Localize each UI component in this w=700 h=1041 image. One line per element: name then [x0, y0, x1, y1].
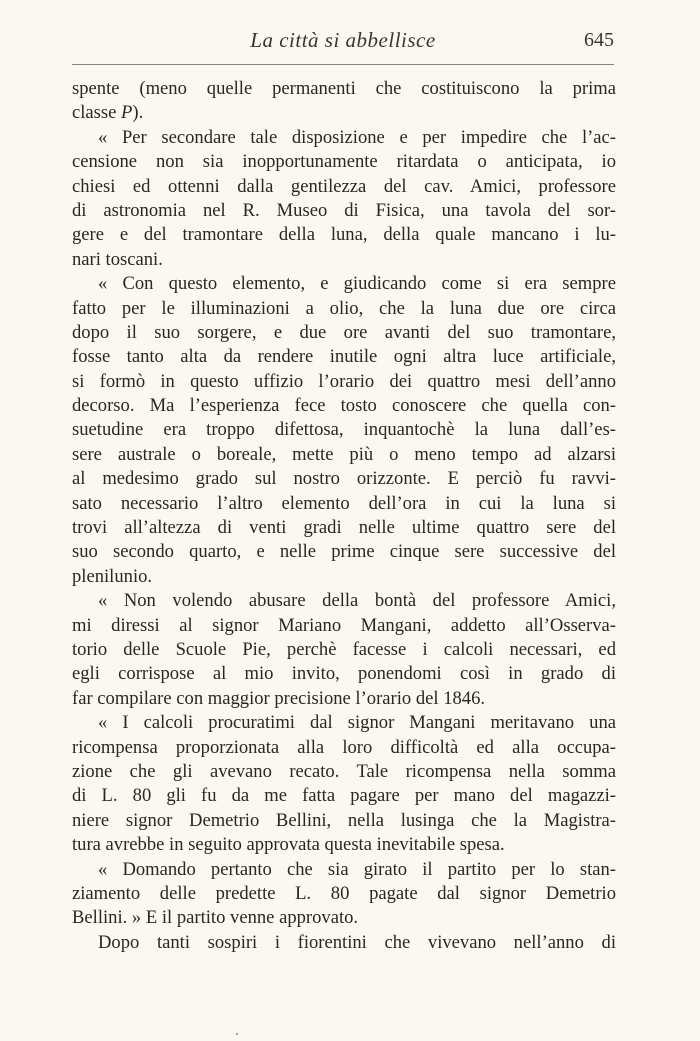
text-line: censione non sia inopportunamente ritardata o anticipata, io [72, 151, 616, 173]
text-line: suetudine era troppo difettosa, inquantochè la luna dall’es- [72, 419, 616, 441]
text-line: trovi all’altezza di venti gradi nelle ultime quattro sere del [72, 517, 616, 539]
text-line: « Con questo elemento, e giudicando come si era sempre [98, 273, 616, 295]
text-line: spente (meno quelle permanenti che costituiscono la prima [72, 78, 616, 99]
text-line: decorso. Ma l’esperienza fece tosto conoscere che quella con- [72, 395, 616, 417]
text-line: ziamento delle predette L. 80 pagate dal signor Demetrio [72, 882, 616, 904]
text-line: Bellini. » E il partito venne approvato. [72, 907, 359, 929]
text-line: « I calcoli procuratimi dal signor Mangani meritavano una [98, 712, 616, 734]
text-line: sere australe o boreale, mette più o meno tempo ad alzarsi [72, 443, 616, 465]
text-line: plenilunio. [72, 565, 153, 587]
text-line: gere e del tramontare della luna, della quale mancano i lu- [72, 224, 616, 246]
text-line: tura avrebbe in seguito approvata questa inevitabile spesa. [72, 834, 505, 856]
text-line: zione che gli avevano recato. Tale ricompensa nella somma [72, 760, 616, 782]
text-line: chiesi ed ottenni dalla gentilezza del cav. Amici, professore [72, 175, 616, 197]
body-text [72, 77, 616, 955]
text-line: far compilare con maggior precisione l’orario del 1846. [72, 687, 486, 709]
text-line: ricompensa proporzionata alla loro difficoltà ed alla occupa- [72, 736, 616, 758]
header-rule [72, 64, 614, 65]
text-line: al medesimo grado sul nostro orizzonte. E perciò fu ravvi- [72, 468, 616, 490]
text-line: fatto per le illuminazioni a olio, che la luna due ore circa [72, 297, 616, 319]
text-line: « Non volendo abusare della bontà del professore Amici, [98, 590, 616, 612]
running-head [72, 28, 614, 58]
text-line: di astronomia nel R. Museo di Fisica, una tavola del sor- [72, 199, 616, 221]
text-line: si formò in questo uffizio l’orario dei quattro mesi dell’anno [72, 370, 616, 392]
running-title: La città si abbellisce [250, 28, 436, 52]
text-line: mi diressi al signor Mariano Mangani, addetto all’Osserva- [72, 614, 616, 636]
text-line: fosse tanto alta da rendere inutile ogni altra luce artificiale, [72, 346, 616, 368]
text-line: classe P). [72, 102, 144, 124]
text-line: « Domando pertanto che sia girato il partito per lo stan- [98, 858, 616, 880]
text-line: Dopo tanti sospiri i fiorentini che vivevano nell’anno di [98, 931, 616, 953]
text-line: niere signor Demetrio Bellini, nella lusinga che la Magistra- [72, 809, 616, 831]
text-line: « Per secondare tale disposizione e per impedire che l’ac- [98, 126, 616, 148]
text-line: sato necessario l’altro elemento dell’ora in cui la luna si [72, 492, 616, 514]
text-line: di L. 80 gli fu da me fatta pagare per mano del magazzi- [72, 785, 616, 807]
text-line: torio delle Scuole Pie, perchè facesse i calcoli necessari, ed [72, 638, 616, 660]
page-speck [236, 1033, 238, 1035]
text-line: suo secondo quarto, e nelle prime cinque sere successive del [72, 541, 616, 563]
text-line: nari toscani. [72, 248, 163, 270]
page-number: 645 [584, 29, 614, 51]
text-line: dopo il suo sorgere, e due ore avanti del suo tramontare, [72, 321, 616, 343]
text-line: egli corrispose al mio invito, ponendomi così in grado di [72, 663, 616, 685]
